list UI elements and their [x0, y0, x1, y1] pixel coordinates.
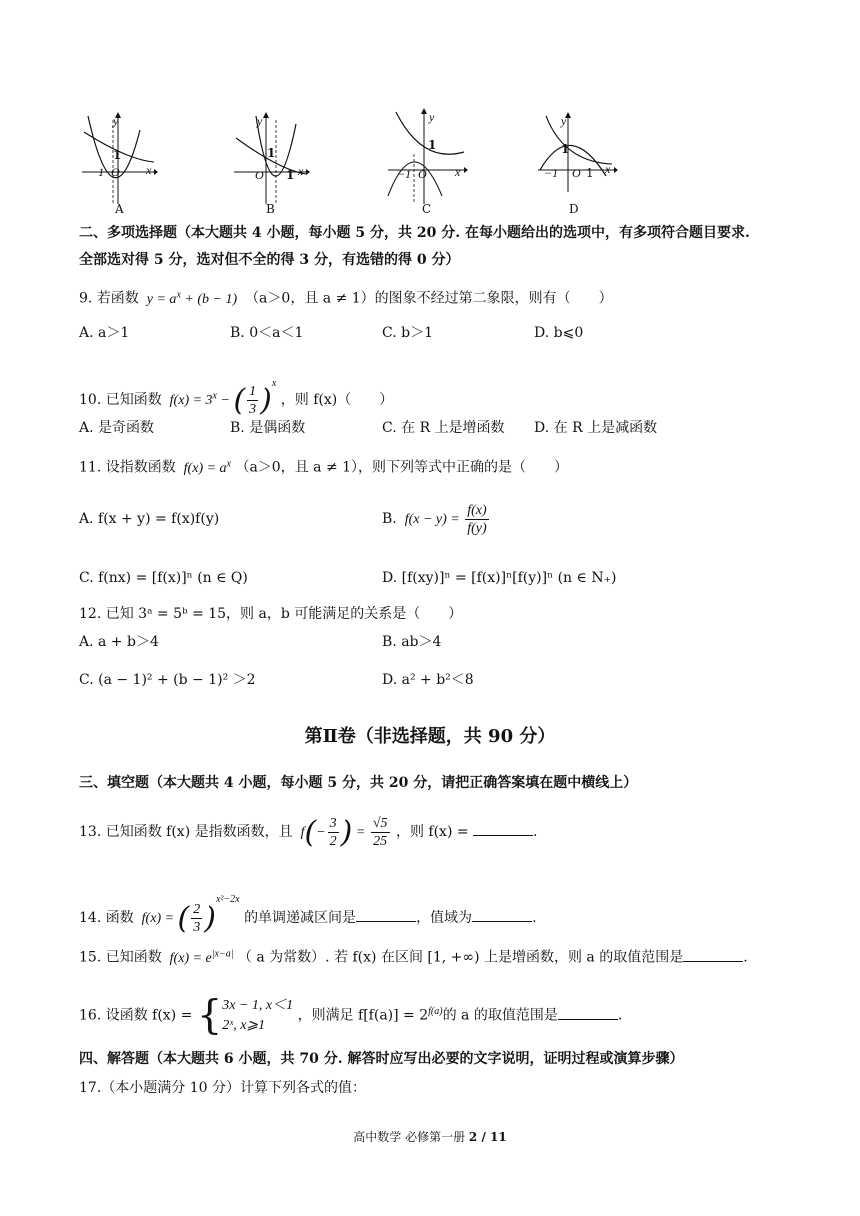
q10-option-c[interactable]: C. 在 R 上是增函数: [382, 420, 505, 436]
q10-option-a[interactable]: A. 是奇函数: [79, 420, 155, 436]
graph-c-origin: O: [418, 167, 427, 181]
q13-prefix: 13. 已知函数 f(x) 是指数函数，且: [79, 824, 293, 840]
q12-stem: 12. 已知 3ᵃ = 5ᵇ = 15，则 a，b 可能满足的关系是（ ）: [79, 606, 463, 622]
q13-stem: [79, 812, 538, 853]
page-footer: [0, 1128, 860, 1145]
q11-option-d[interactable]: D. [f(xy)]ⁿ = [f(x)]ⁿ[f(y)]ⁿ (n ∈ N₊): [382, 570, 617, 586]
q15-formula: $f(x) = e^{|x-a|}$: [166, 948, 234, 966]
q14-formula: f(x) = ( $\frac{2}{3}$ )$^{x^2-2x}$: [138, 894, 240, 936]
q15-mid: （ a 为常数）. 若 f(x) 在区间 [1, +∞) 上是增函数，则 a 的取值范围是: [237, 949, 684, 966]
q11-formula: $f(x) = a^x$: [180, 458, 231, 476]
q15-stem: [79, 944, 748, 969]
q14-end: .: [532, 910, 537, 926]
q9-prefix: 9. 若函数: [79, 290, 139, 307]
q16-cases: [222, 996, 293, 1036]
graph-a-one: 1: [113, 148, 122, 162]
graph-c: [384, 108, 468, 204]
q12-option-c[interactable]: C. (a − 1)² + (b − 1)² ＞2: [79, 672, 256, 688]
section4-heading: 四、解答题（本大题共 6 小题，共 70 分. 解答时应写出必要的文字说明，证明过程或演算步骤）: [79, 1051, 684, 1067]
q17-stem: 17.（本小题满分 10 分）计算下列各式的值：: [79, 1080, 366, 1096]
q16-mid2: 的 a 的取值范围是: [442, 1007, 558, 1024]
q14-stem: [79, 880, 537, 939]
q9-option-c[interactable]: C. b＞1: [382, 325, 433, 341]
q15-end: .: [743, 949, 748, 966]
graph-d-label: D: [569, 202, 579, 216]
q9-condition: （a＞0，且 a ≠ 1）的图象不经过第二象限，则有（ ）: [245, 290, 613, 307]
q10-prefix: 10. 已知函数: [79, 392, 162, 408]
graph-a-origin: O: [111, 165, 120, 179]
footer-page-number: 2 / 11: [468, 1130, 507, 1144]
q16-end: .: [617, 1007, 623, 1024]
q9-formula: $y = a^x + (b - 1)$: [143, 289, 241, 307]
section2-heading-line1: 二、多项选择题（本大题共 4 小题，每小题 5 分，共 20 分. 在每小题给出的选项中，有多项符合题目要求.: [79, 225, 750, 241]
q10-formula: $f(x) = 3^x$ − ( $\frac{1}{3}$ )$^x$: [166, 378, 277, 418]
q15-answer-blank[interactable]: [683, 947, 743, 962]
q11-option-b[interactable]: [382, 496, 491, 543]
q11-stem: [79, 454, 568, 479]
q14-answer-blank-2[interactable]: [472, 907, 532, 922]
graph-d-tick-neg1: −1: [544, 166, 559, 180]
graph-b-origin: O: [255, 168, 264, 182]
graph-c-tick-neg1: −1: [397, 167, 412, 181]
q10-suffix: ，则 f(x)（ ）: [280, 392, 394, 408]
q16-exponent: f(a): [428, 1006, 443, 1017]
q11-option-c[interactable]: C. f(nx) = [f(x)]ⁿ (n ∈ Q): [79, 570, 248, 586]
q12-option-a[interactable]: A. a + b＞4: [79, 634, 159, 650]
q16-answer-blank[interactable]: [558, 1005, 618, 1020]
graph-a-label: A: [115, 202, 124, 216]
q16-case2: 2ˣ, x⩾1: [222, 1017, 266, 1033]
q16-brace: {: [196, 992, 223, 1039]
q16-prefix: 16. 设函数 f(x) =: [79, 1007, 193, 1024]
graph-d-x: x: [605, 162, 611, 176]
graph-c-one: 1: [428, 138, 437, 152]
section3-heading: 三、填空题（本大题共 4 小题，每小题 5 分，共 20 分，请把正确答案填在题中横线上）: [79, 775, 638, 791]
graph-b-one: 1: [267, 146, 276, 160]
q9-option-d[interactable]: D. b⩽0: [534, 325, 584, 341]
q16-stem: [79, 990, 622, 1038]
q13-end: .: [533, 824, 538, 840]
footer-text: 高中数学 必修第一册: [353, 1130, 469, 1144]
graph-b-label: B: [266, 202, 275, 216]
q15-prefix: 15. 已知函数: [79, 949, 162, 966]
graph-d-y: y: [561, 114, 567, 128]
q12-option-d[interactable]: D. a² + b²＜8: [382, 672, 474, 688]
q14-mid: 的单调递减区间是: [244, 910, 357, 926]
graph-c-label: C: [422, 202, 432, 216]
q12-option-b[interactable]: B. ab＞4: [382, 634, 442, 650]
q10-option-d[interactable]: D. 在 R 上是减函数: [534, 420, 658, 436]
graph-b-y: y: [257, 114, 263, 128]
graph-d-origin: O: [572, 166, 581, 180]
part2-title: 第Ⅱ卷（非选择题，共 90 分）: [304, 726, 556, 747]
graph-a-tick-neg1: −1: [90, 165, 105, 179]
q16-mid: ，则满足 f[f(a)] = 2: [297, 1007, 429, 1024]
graph-b-x: x: [298, 164, 304, 178]
graph-c-y: y: [429, 110, 435, 124]
graph-a-y: y: [113, 114, 119, 128]
q13-suffix: ，则 f(x) =: [395, 824, 469, 840]
q13-formula: f(− $\frac{3}{2}$ ) = $\frac{√5}{25}$: [297, 814, 388, 850]
q11-option-a[interactable]: A. f(x + y) = f(x)f(y): [79, 511, 220, 527]
q11-suffix: （a＞0，且 a ≠ 1），则下列等式中正确的是（ ）: [235, 459, 569, 476]
graph-b-tick1: 1: [286, 168, 295, 182]
graph-d-tick1: 1: [586, 166, 594, 180]
graph-a-x: x: [146, 163, 152, 177]
q9-option-a[interactable]: A. a＞1: [79, 325, 130, 341]
q14-mid2: ，值域为: [416, 910, 473, 926]
q11-option-b-label: B.: [382, 511, 397, 527]
q11-option-b-formula: f(x − y) = $\frac{f(x)}{f(y)}$: [401, 503, 487, 537]
graph-d-one: 1: [561, 142, 570, 156]
q11-prefix: 11. 设指数函数: [79, 459, 176, 476]
q13-answer-blank[interactable]: [473, 821, 533, 836]
section2-heading-line2: 全部选对得 5 分，选对但不全的得 3 分，有选错的得 0 分）: [79, 252, 460, 268]
q10-option-b[interactable]: B. 是偶函数: [230, 420, 306, 436]
q9-stem: [79, 285, 613, 310]
q14-answer-blank-1[interactable]: [356, 907, 416, 922]
q10-stem: [79, 366, 393, 419]
q14-prefix: 14. 函数: [79, 910, 134, 926]
graph-c-x: x: [455, 165, 461, 179]
q16-case1: 3x − 1, x＜1: [222, 997, 294, 1013]
q9-option-b[interactable]: B. 0＜a＜1: [230, 325, 304, 341]
